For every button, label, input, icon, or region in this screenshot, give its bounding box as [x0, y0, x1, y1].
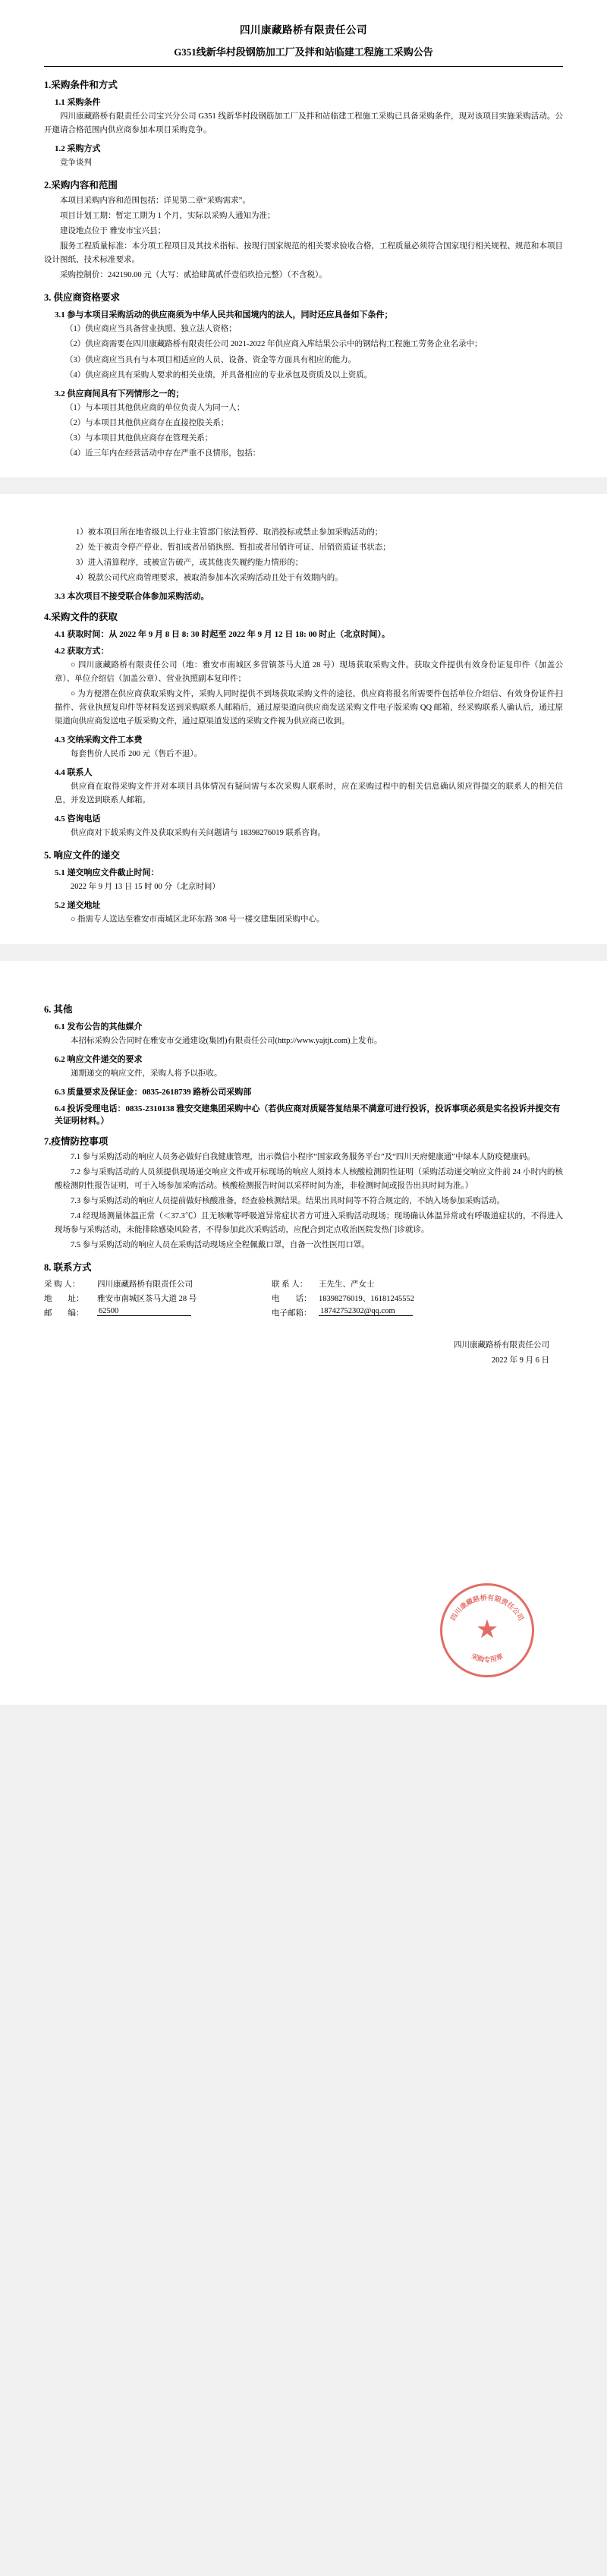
- contact-value-address: 雅安市南城区茶马大道 28 号: [97, 1294, 197, 1303]
- paragraph-7-5: 7.5 参与采购活动的响应人员在采购活动现场应全程佩戴口罩，自备一次性医用口罩。: [71, 1240, 370, 1249]
- subheading-6-3: 6.3 质量要求及保证金：0835-2618739 路桥公司采购部: [55, 1087, 252, 1097]
- paragraph-6-2: 递期递交的响应文件，采购人将予以拒收。: [71, 1069, 222, 1078]
- subheading-6-4: 6.4 投诉受理电话：0835-2310138 雅安交建集团采购中心（若供应商对质疑答复结果不满意可进行投诉，投诉事项必须是实名投诉并提交有关证明材料。）: [55, 1104, 561, 1126]
- paragraph-2-4: 服务工程质量标准：本分项工程项目及其技术指标、按现行国家规范的相关要求验收合格，工程质量必须符合国家现行相关规程、规范和本项目设计图纸、技术标准要求。: [44, 242, 563, 265]
- subheading-6-1: 6.1 发布公告的其他媒介: [55, 1022, 143, 1031]
- contact-label-phone: 电 话：: [272, 1294, 312, 1303]
- paragraph-2-2: 项目计划工期：暂定工期为 1 个月，实际以采购人通知为准；: [60, 212, 275, 221]
- paragraph-2-3: 建设地点位于 雅安市宝兴县；: [60, 227, 166, 236]
- section-heading-6: 6. 其他: [44, 1003, 73, 1015]
- signature-company: 四川康藏路桥有限责任公司: [454, 1340, 549, 1349]
- paragraph-1-1: 四川康藏路桥有限责任公司宝兴分公司 G351 线新华村段钢筋加工厂及拌和站临建工程施工采购已具备采购条件，现对该项目实施采购活动。公开邀请合格范围内供应商参加本项目采购竞争。: [44, 112, 563, 135]
- paragraph-3-4: （4）供应商应具有采购人要求的相关业绩，并具备相应的专业承包及资质及以上资质。: [65, 370, 373, 379]
- subheading-1-1: 1.1 采购条件: [55, 98, 101, 107]
- subheading-4-5: 4.5 咨询电话: [55, 814, 101, 824]
- paragraph-7-1: 7.1 参与采购活动的响应人员务必做好自我健康管理，出示微信小程序“国家政务服务平台”及“四川天府健康通”中绿本人防疫健康码。: [71, 1152, 535, 1161]
- contact-label-zipcode: 邮 编：: [44, 1308, 84, 1318]
- paragraph-4-9: 供应商对下载采购文件及获取采购有关问题请与 18398276019 联系咨询。: [71, 829, 326, 838]
- page-gap-1: [0, 477, 607, 494]
- signature-date: 2022 年 9 月 6 日: [491, 1356, 549, 1365]
- paragraph-3-1: （1）供应商应当具备营业执照、独立法人资格；: [65, 325, 237, 334]
- official-seal-icon: [440, 1583, 534, 1677]
- signature-block: [44, 1338, 563, 1368]
- subheading-3-1: 3.1 参与本项目采购活动的供应商须为中华人民共和国境内的法人，同时还应具备如下条件；: [55, 310, 393, 320]
- svg-text:采购专用章: 采购专用章: [470, 1652, 505, 1664]
- contact-value-purchaser: 四川康藏路桥有限责任公司: [97, 1280, 193, 1289]
- subheading-1-2: 1.2 采购方式: [55, 144, 101, 154]
- paragraph-5-1: 2022 年 9 月 13 日 15 时 00 分（北京时间）: [71, 883, 220, 892]
- seal-star-icon: ★: [475, 1615, 499, 1644]
- paragraph-6-1: 本招标采购公告同时在雅安市交通建设(集团)有限责任公司(http://www.yajtjt.com)上发布。: [71, 1036, 382, 1045]
- paragraph-1-2: 竞争谈判: [60, 159, 92, 168]
- subheading-6-2: 6.2 响应文件递交的要求: [55, 1054, 143, 1064]
- paragraph-7-3: 7.3 参与采购活动的响应人员提前做好核酸准备，经查验核测结果。结果出具时间等不符合规定的，不纳入场参加采购活动。: [71, 1196, 505, 1205]
- paragraph-3-7: （3）与本项目其他供应商存在管理关系；: [65, 433, 213, 442]
- paragraph-4-5: ○ 四川康藏路桥有限责任公司（地：雅安市南城区多营镇茶马大道 28 号）现场获取采购文件。获取文件提供有效身份证复印件（加盖公章）、单位介绍信（加盖公章）、营业执照副本复印件；: [55, 660, 563, 684]
- paragraph-3-5: （1）与本项目其他供应商的单位负责人为同一人；: [65, 403, 245, 412]
- paragraph-3-8: （4）近三年内在经营活动中存在严重不良情形，包括：: [65, 449, 261, 458]
- paragraph-2-1: 本项目采购内容和范围包括：详见第二章“采购需求”。: [60, 197, 250, 206]
- contact-value-email: 18742752302@qq.com: [319, 1307, 413, 1316]
- section-heading-4: 4.采购文件的获取: [44, 611, 118, 622]
- paragraph-4-7: 每套售价人民币 200 元（售后不退）。: [71, 750, 203, 759]
- document-sheet-3: [0, 961, 607, 1705]
- page-title: 四川康藏路桥有限责任公司: [240, 24, 367, 36]
- table-row: [44, 1291, 563, 1305]
- contact-label-purchaser: 采 购 人：: [44, 1280, 80, 1289]
- contact-value-person: 王先生、严女士: [319, 1280, 375, 1289]
- svg-text:四川康藏路桥有限责任公司: 四川康藏路桥有限责任公司: [448, 1593, 526, 1622]
- subheading-4-2: 4.2 获取方式：: [55, 646, 109, 656]
- subheading-5-2: 5.2 递交地址: [55, 901, 101, 911]
- section-heading-5: 5. 响应文件的递交: [44, 850, 121, 861]
- paragraph-4-3: 3）进入清算程序，或被宣告破产，或其他丧失履约能力情形的；: [76, 558, 304, 567]
- paragraph-2-5: 采购控制价：242190.00 元（大写：贰拾肆萬贰仟壹佰玖拾元整）（不含税）。: [60, 271, 327, 280]
- paragraph-4-8: 供应商在取得采购文件并对本项目具体情况有疑问需与本次采购人联系时，应在采购过程中的相关信息确认须应得提交的联系人的相关信息，并发送到联系人邮箱。: [55, 783, 563, 805]
- table-row: [44, 1277, 563, 1291]
- subheading-4-4: 4.4 联系人: [55, 768, 93, 778]
- paragraph-3-2: （2）供应商需要在四川康藏路桥有限责任公司 2021-2022 年供应商入库结果公示中的钢结构工程施工劳务企业名录中；: [65, 340, 483, 349]
- contact-label-email: 电子邮箱：: [272, 1308, 312, 1318]
- section-heading-3: 3. 供应商资格要求: [44, 292, 121, 304]
- section-heading-2: 2.采购内容和范围: [44, 180, 118, 191]
- paragraph-4-2: 2）处于被责令停产停业、暂扣或者吊销执照、暂扣或者吊销许可证、吊销资质证书状态；: [76, 543, 391, 552]
- paragraph-3-6: （2）与本项目其他供应商存在直接控股关系；: [65, 418, 229, 427]
- contact-value-zipcode: 62500: [97, 1307, 191, 1316]
- contact-label-address: 地 址：: [44, 1294, 84, 1303]
- paragraph-4-1: 1）被本项目所在地省级以上行业主管部门依法暂停、取消投标或禁止参加采购活动的；: [76, 527, 383, 537]
- subheading-3-3: 3.3 本次项目不接受联合体参加采购活动。: [55, 591, 209, 601]
- section-heading-1: 1.采购条件和方式: [44, 80, 118, 90]
- section-heading-7: 7.疫情防控事项: [44, 1135, 109, 1147]
- subheading-5-1: 5.1 递交响应文件截止时间：: [55, 868, 159, 878]
- paragraph-7-4: 7.4 经现场测量体温正常（＜37.3℃）且无咳嗽等呼吸道异常症状者方可进入采购活动现场；现场确认体温异常或有呼吸道症状的，不得进入现场参与采购活动，未能排除感染风险者，不得参加此次采购活动，应配合到定点收治医院发热门诊就诊。: [55, 1211, 563, 1234]
- paragraph-3-3: （3）供应商应当具有与本项目相适应的人员、设备、资金等方面具有相应的能力。: [65, 355, 357, 364]
- paragraph-5-2: ○ 指需专人送达至雅安市南城区北环东路 308 号一楼交建集团采购中心。: [71, 915, 325, 924]
- table-row: [44, 1305, 563, 1320]
- paragraph-4-6: ○ 为方便潜在供应商获取采购文件，采购人同时提供不到场获取采购文件的途径，供应商将报名所需要件包括单位介绍信、有效身份证件扫描件、营业执照复印件等材料发送到采购联系人邮箱后，通过原渠道向供应商发送采购文件电子版采购 QQ 邮箱，经采购联系人确认后，通过原渠道向供应商发送电子版采购文件，通过原渠道发送的采购文件视为供应商已收到。: [55, 690, 563, 726]
- document-sheet-2: [0, 494, 607, 944]
- contact-label-person: 联 系 人：: [272, 1280, 308, 1289]
- contact-table: [44, 1277, 563, 1320]
- page-subtitle: G351线新华村段钢筋加工厂及拌和站临建工程施工采购公告: [44, 44, 563, 67]
- section-heading-8: 8. 联系方式: [44, 1261, 92, 1273]
- contact-value-phone: 18398276019、16181245552: [319, 1294, 414, 1303]
- paragraph-4-4: 4）税款公司代应商管理要求，被取消参加本次采购活动且处于有效期内的。: [76, 573, 343, 582]
- document-sheet-1: [0, 0, 607, 477]
- subheading-4-3: 4.3 交纳采购文件工本费: [55, 735, 143, 745]
- paragraph-7-2: 7.2 参与采购活动的人员须提供现场递交响应文件或开标现场的响应人须持本人核酸检测阴性证明（采购活动递交响应文件前 24 小时内的核酸检测阴性报告证明，可于入场参加采购活动。核酸检测报告时间以采样时间为准，非检测时间或报告出具时间为准。）: [55, 1167, 563, 1190]
- page-gap-2: [0, 944, 607, 961]
- subheading-4-1: 4.1 获取时间：从 2022 年 9 月 8 日 8: 30 时起至 2022 年 9 月 12 日 18: 00 时止（北京时间）。: [55, 629, 390, 639]
- subheading-3-2: 3.2 供应商间具有下列情形之一的；: [55, 389, 184, 398]
